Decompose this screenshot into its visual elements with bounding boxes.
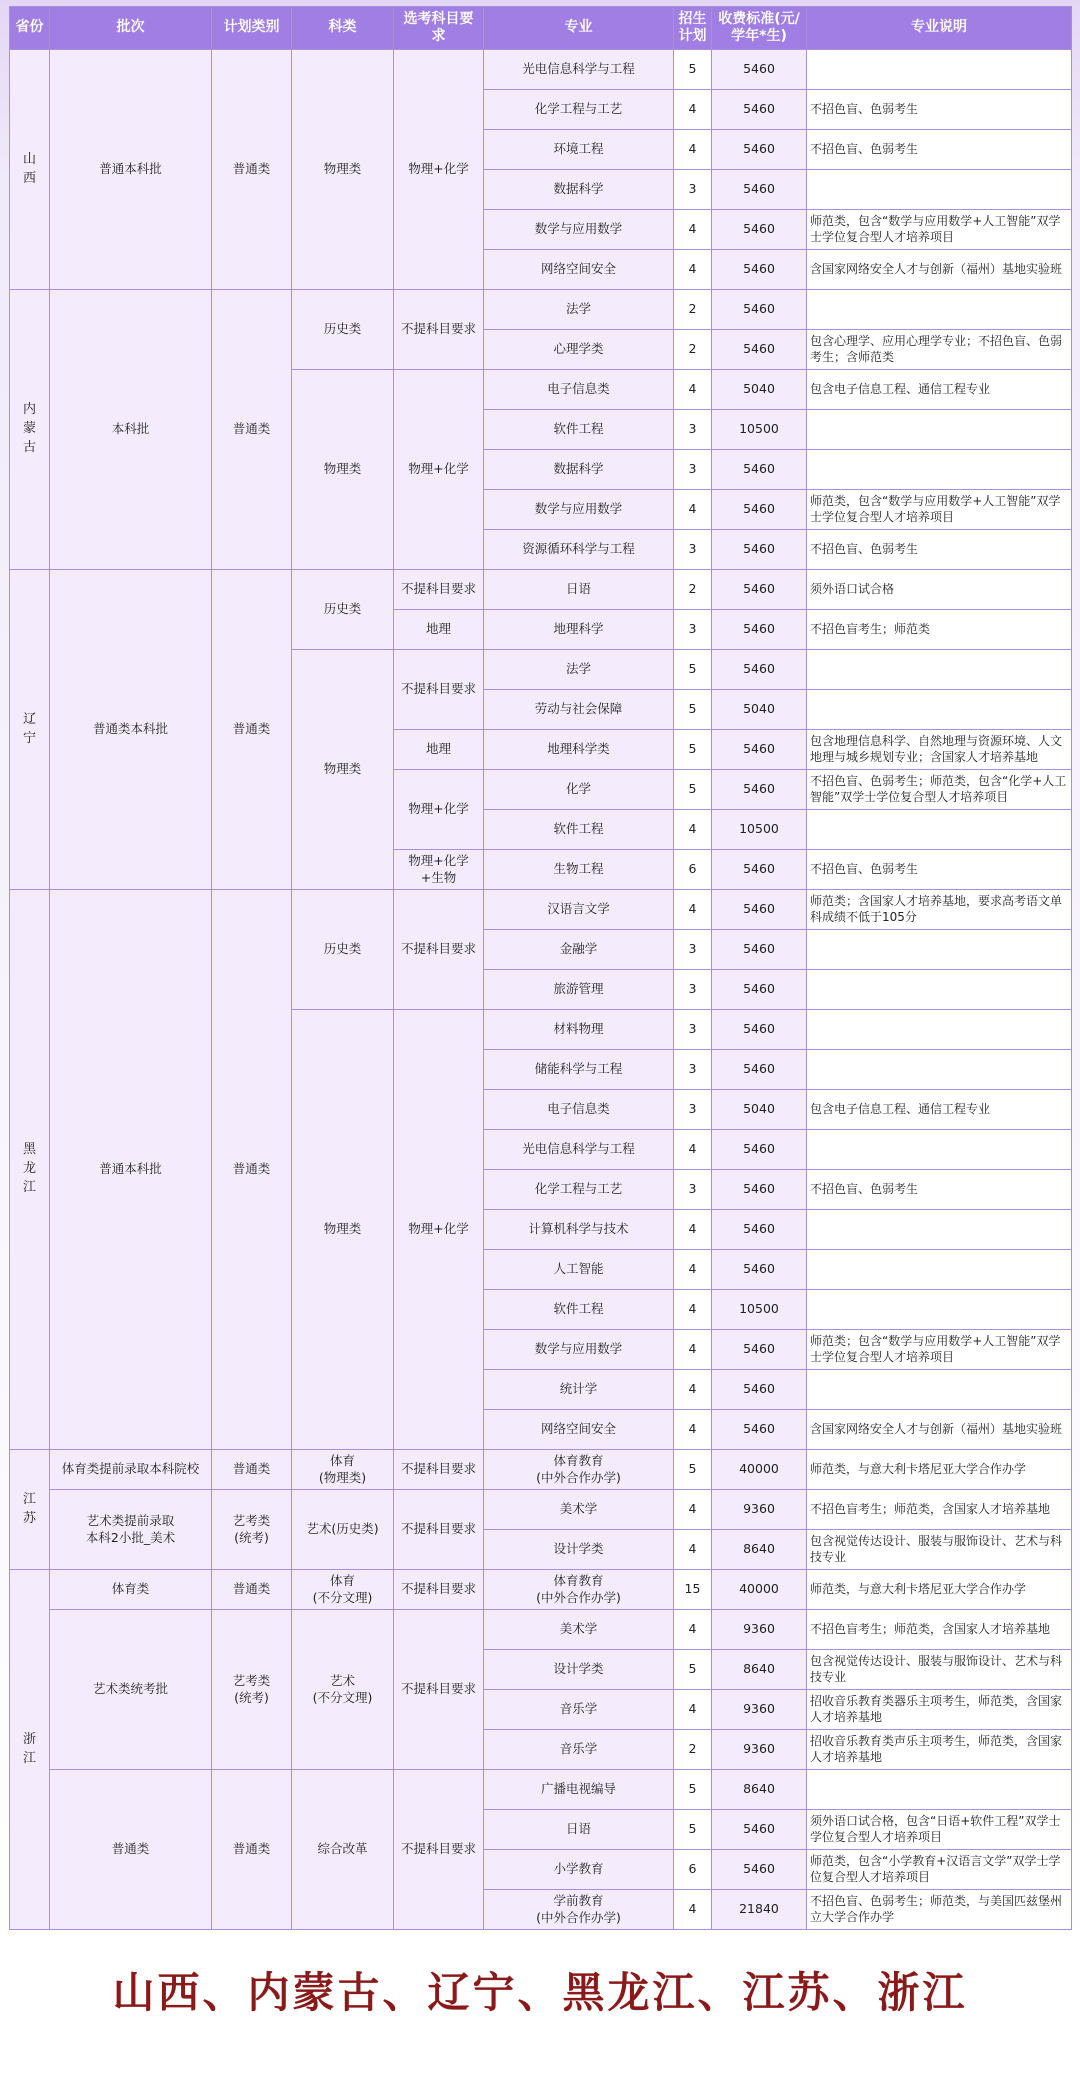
province-cell: 内 蒙 古 — [10, 290, 50, 570]
subject-category-cell: 艺术 (不分文理) — [292, 1610, 394, 1770]
major-note-cell — [807, 1250, 1072, 1290]
major-note-cell: 包含视觉传达设计、服装与服饰设计、艺术与科技专业 — [807, 1530, 1072, 1570]
major-cell: 化学工程与工艺 — [484, 90, 674, 130]
subject-requirement-cell: 不提科目要求 — [394, 570, 484, 610]
fee-cell: 5460 — [712, 970, 807, 1010]
major-note-cell: 师范类；包含“数学与应用数学+人工智能”双学士学位复合型人才培养项目 — [807, 1330, 1072, 1370]
table-row — [10, 290, 1072, 330]
plan-category-cell: 普通类 — [212, 570, 292, 890]
subject-category-cell: 艺术(历史类) — [292, 1490, 394, 1570]
enrollment-count-cell: 4 — [674, 90, 712, 130]
fee-cell: 5460 — [712, 1330, 807, 1370]
major-note-cell: 包含电子信息工程、通信工程专业 — [807, 1090, 1072, 1130]
major-note-cell — [807, 1770, 1072, 1810]
major-cell: 统计学 — [484, 1370, 674, 1410]
major-cell: 数学与应用数学 — [484, 490, 674, 530]
enrollment-count-cell: 4 — [674, 890, 712, 930]
subject-category-cell: 历史类 — [292, 570, 394, 650]
major-cell: 软件工程 — [484, 1290, 674, 1330]
fee-cell: 8640 — [712, 1530, 807, 1570]
table-row — [10, 1610, 1072, 1650]
enrollment-count-cell: 4 — [674, 1890, 712, 1930]
enrollment-count-cell: 4 — [674, 1130, 712, 1170]
major-cell: 光电信息科学与工程 — [484, 50, 674, 90]
enrollment-count-cell: 5 — [674, 1450, 712, 1490]
fee-cell: 5460 — [712, 490, 807, 530]
major-note-cell — [807, 690, 1072, 730]
table-row — [10, 570, 1072, 610]
major-note-cell — [807, 970, 1072, 1010]
major-note-cell: 师范类；含国家人才培养基地，要求高考语文单科成绩不低于105分 — [807, 890, 1072, 930]
major-note-cell: 包含地理信息科学、自然地理与资源环境、人文地理与城乡规划专业；含国家人才培养基地 — [807, 730, 1072, 770]
fee-cell: 10500 — [712, 810, 807, 850]
major-note-cell — [807, 1050, 1072, 1090]
header-major: 专业 — [484, 7, 674, 50]
table-row — [10, 50, 1072, 90]
subject-requirement-cell: 不提科目要求 — [394, 650, 484, 730]
major-cell: 数据科学 — [484, 450, 674, 490]
enrollment-count-cell: 3 — [674, 930, 712, 970]
subject-category-cell: 体育 (不分文理) — [292, 1570, 394, 1610]
subject-requirement-cell: 不提科目要求 — [394, 1770, 484, 1930]
fee-cell: 5460 — [712, 650, 807, 690]
major-note-cell — [807, 1010, 1072, 1050]
enrollment-count-cell: 3 — [674, 970, 712, 1010]
enrollment-count-cell: 4 — [674, 210, 712, 250]
subject-requirement-cell: 不提科目要求 — [394, 1570, 484, 1610]
major-note-cell: 不招色盲、色弱考生 — [807, 1170, 1072, 1210]
major-cell: 地理科学 — [484, 610, 674, 650]
major-note-cell — [807, 650, 1072, 690]
fee-cell: 21840 — [712, 1890, 807, 1930]
major-note-cell: 含国家网络安全人才与创新（福州）基地实验班 — [807, 250, 1072, 290]
enrollment-count-cell: 15 — [674, 1570, 712, 1610]
fee-cell: 10500 — [712, 410, 807, 450]
enrollment-count-cell: 3 — [674, 1050, 712, 1090]
enrollment-count-cell: 5 — [674, 730, 712, 770]
major-note-cell — [807, 290, 1072, 330]
fee-cell: 9360 — [712, 1490, 807, 1530]
enrollment-count-cell: 5 — [674, 770, 712, 810]
major-cell: 日语 — [484, 1810, 674, 1850]
major-note-cell: 含国家网络安全人才与创新（福州）基地实验班 — [807, 1410, 1072, 1450]
major-cell: 地理科学类 — [484, 730, 674, 770]
province-cell: 黑 龙 江 — [10, 890, 50, 1450]
enrollment-count-cell: 4 — [674, 1250, 712, 1290]
major-note-cell: 不招色盲、色弱考生；师范类，包含“化学+人工智能”双学士学位复合型人才培养项目 — [807, 770, 1072, 810]
major-note-cell: 不招色盲、色弱考生 — [807, 130, 1072, 170]
major-note-cell — [807, 410, 1072, 450]
major-note-cell: 不招色盲、色弱考生 — [807, 90, 1072, 130]
enrollment-count-cell: 3 — [674, 410, 712, 450]
subject-requirement-cell: 不提科目要求 — [394, 1490, 484, 1570]
header-province: 省份 — [10, 7, 50, 50]
major-note-cell — [807, 450, 1072, 490]
major-note-cell: 师范类，包含“数学与应用数学+人工智能”双学士学位复合型人才培养项目 — [807, 210, 1072, 250]
subject-category-cell: 物理类 — [292, 370, 394, 570]
fee-cell: 5460 — [712, 610, 807, 650]
enrollment-count-cell: 4 — [674, 1690, 712, 1730]
major-note-cell — [807, 1210, 1072, 1250]
major-note-cell: 不招色盲考生；师范类，含国家人才培养基地 — [807, 1490, 1072, 1530]
subject-requirement-cell: 物理+化学 — [394, 770, 484, 850]
province-cell: 辽 宁 — [10, 570, 50, 890]
enrollment-count-cell: 4 — [674, 810, 712, 850]
fee-cell: 8640 — [712, 1770, 807, 1810]
enrollment-count-cell: 4 — [674, 1330, 712, 1370]
major-cell: 储能科学与工程 — [484, 1050, 674, 1090]
major-note-cell: 不招色盲、色弱考生 — [807, 530, 1072, 570]
fee-cell: 5040 — [712, 690, 807, 730]
major-note-cell — [807, 810, 1072, 850]
batch-cell: 本科批 — [50, 290, 212, 570]
fee-cell: 5040 — [712, 1090, 807, 1130]
enrollment-count-cell: 4 — [674, 250, 712, 290]
major-cell: 金融学 — [484, 930, 674, 970]
header-plan-category: 计划类别 — [212, 7, 292, 50]
enrollment-plan-table — [9, 6, 1072, 1930]
plan-category-cell: 普通类 — [212, 290, 292, 570]
subject-category-cell: 体育 (物理类) — [292, 1450, 394, 1490]
major-cell: 资源循环科学与工程 — [484, 530, 674, 570]
major-cell: 电子信息类 — [484, 370, 674, 410]
province-cell: 山 西 — [10, 50, 50, 290]
fee-cell: 10500 — [712, 1290, 807, 1330]
major-cell: 学前教育 (中外合作办学) — [484, 1890, 674, 1930]
fee-cell: 5460 — [712, 450, 807, 490]
major-cell: 音乐学 — [484, 1690, 674, 1730]
fee-cell: 8640 — [712, 1650, 807, 1690]
header-subject-requirement: 选考科目要求 — [394, 7, 484, 50]
major-cell: 旅游管理 — [484, 970, 674, 1010]
subject-category-cell: 物理类 — [292, 50, 394, 290]
enrollment-count-cell: 3 — [674, 1090, 712, 1130]
plan-category-cell: 艺考类 (统考) — [212, 1490, 292, 1570]
enrollment-count-cell: 5 — [674, 1770, 712, 1810]
fee-cell: 5460 — [712, 930, 807, 970]
batch-cell: 普通本科批 — [50, 50, 212, 290]
major-cell: 美术学 — [484, 1490, 674, 1530]
enrollment-count-cell: 5 — [674, 1650, 712, 1690]
major-note-cell: 不招色盲、色弱考生；师范类，与美国匹兹堡州立大学合作办学 — [807, 1890, 1072, 1930]
fee-cell: 9360 — [712, 1610, 807, 1650]
major-note-cell — [807, 1290, 1072, 1330]
enrollment-count-cell: 2 — [674, 290, 712, 330]
subject-requirement-cell: 不提科目要求 — [394, 290, 484, 370]
enrollment-count-cell: 3 — [674, 450, 712, 490]
major-cell: 光电信息科学与工程 — [484, 1130, 674, 1170]
fee-cell: 5460 — [712, 170, 807, 210]
subject-requirement-cell: 地理 — [394, 730, 484, 770]
footer-province-title: 山西、内蒙古、辽宁、黑龙江、江苏、浙江 — [112, 1968, 968, 2017]
subject-requirement-cell: 物理+化学 — [394, 1010, 484, 1450]
plan-category-cell: 普通类 — [212, 1570, 292, 1610]
fee-cell: 5460 — [712, 570, 807, 610]
major-note-cell — [807, 50, 1072, 90]
major-cell: 数据科学 — [484, 170, 674, 210]
major-cell: 体育教育 (中外合作办学) — [484, 1570, 674, 1610]
header-batch: 批次 — [50, 7, 212, 50]
major-cell: 美术学 — [484, 1610, 674, 1650]
fee-cell: 5040 — [712, 370, 807, 410]
fee-cell: 5460 — [712, 850, 807, 890]
enrollment-count-cell: 6 — [674, 1850, 712, 1890]
plan-category-cell: 艺考类 (统考) — [212, 1610, 292, 1770]
major-note-cell — [807, 1130, 1072, 1170]
province-cell: 浙 江 — [10, 1570, 50, 1930]
enrollment-count-cell: 3 — [674, 1010, 712, 1050]
enrollment-count-cell: 5 — [674, 690, 712, 730]
major-cell: 日语 — [484, 570, 674, 610]
fee-cell: 5460 — [712, 1210, 807, 1250]
fee-cell: 5460 — [712, 130, 807, 170]
subject-category-cell: 历史类 — [292, 290, 394, 370]
subject-category-cell: 历史类 — [292, 890, 394, 1010]
major-note-cell: 师范类，包含“小学教育+汉语言文学”双学士学位复合型人才培养项目 — [807, 1850, 1072, 1890]
major-cell: 化学 — [484, 770, 674, 810]
fee-cell: 40000 — [712, 1570, 807, 1610]
subject-requirement-cell: 不提科目要求 — [394, 890, 484, 1010]
major-cell: 设计学类 — [484, 1650, 674, 1690]
table-row — [10, 1490, 1072, 1530]
fee-cell: 5460 — [712, 290, 807, 330]
fee-cell: 5460 — [712, 1250, 807, 1290]
fee-cell: 5460 — [712, 1370, 807, 1410]
enrollment-count-cell: 3 — [674, 610, 712, 650]
fee-cell: 5460 — [712, 1810, 807, 1850]
fee-cell: 5460 — [712, 1130, 807, 1170]
enrollment-count-cell: 2 — [674, 1730, 712, 1770]
enrollment-count-cell: 3 — [674, 530, 712, 570]
subject-requirement-cell: 不提科目要求 — [394, 1610, 484, 1770]
major-note-cell — [807, 170, 1072, 210]
major-note-cell: 招收音乐教育类器乐主项考生，师范类，含国家人才培养基地 — [807, 1690, 1072, 1730]
subject-requirement-cell: 物理+化学 — [394, 370, 484, 570]
fee-cell: 5460 — [712, 210, 807, 250]
fee-cell: 5460 — [712, 1010, 807, 1050]
subject-requirement-cell: 物理+化学 — [394, 50, 484, 290]
fee-cell: 5460 — [712, 1170, 807, 1210]
batch-cell: 普通类本科批 — [50, 570, 212, 890]
major-note-cell: 须外语口试合格，包含“日语+软件工程”双学士学位复合型人才培养项目 — [807, 1810, 1072, 1850]
major-cell: 小学教育 — [484, 1850, 674, 1890]
plan-category-cell: 普通类 — [212, 50, 292, 290]
fee-cell: 9360 — [712, 1730, 807, 1770]
plan-category-cell: 普通类 — [212, 1770, 292, 1930]
major-note-cell: 须外语口试合格 — [807, 570, 1072, 610]
fee-cell: 5460 — [712, 730, 807, 770]
enrollment-count-cell: 5 — [674, 50, 712, 90]
major-cell: 数学与应用数学 — [484, 1330, 674, 1370]
enrollment-count-cell: 4 — [674, 1370, 712, 1410]
major-note-cell: 不招色盲考生；师范类 — [807, 610, 1072, 650]
enrollment-count-cell: 4 — [674, 370, 712, 410]
table-body — [10, 50, 1072, 1930]
major-cell: 设计学类 — [484, 1530, 674, 1570]
major-note-cell — [807, 1370, 1072, 1410]
major-note-cell: 师范类，与意大利卡塔尼亚大学合作办学 — [807, 1450, 1072, 1490]
batch-cell: 体育类 — [50, 1570, 212, 1610]
major-cell: 软件工程 — [484, 410, 674, 450]
subject-category-cell: 物理类 — [292, 1010, 394, 1450]
fee-cell: 9360 — [712, 1690, 807, 1730]
major-note-cell — [807, 930, 1072, 970]
major-cell: 生物工程 — [484, 850, 674, 890]
batch-cell: 普通类 — [50, 1770, 212, 1930]
major-cell: 体育教育 (中外合作办学) — [484, 1450, 674, 1490]
fee-cell: 5460 — [712, 250, 807, 290]
major-note-cell: 不招色盲、色弱考生 — [807, 850, 1072, 890]
batch-cell: 艺术类提前录取 本科2小批_美术 — [50, 1490, 212, 1570]
fee-cell: 40000 — [712, 1450, 807, 1490]
fee-cell: 5460 — [712, 50, 807, 90]
subject-requirement-cell: 不提科目要求 — [394, 1450, 484, 1490]
subject-requirement-cell: 地理 — [394, 610, 484, 650]
major-cell: 劳动与社会保障 — [484, 690, 674, 730]
major-cell: 音乐学 — [484, 1730, 674, 1770]
fee-cell: 5460 — [712, 330, 807, 370]
enrollment-count-cell: 3 — [674, 1170, 712, 1210]
enrollment-count-cell: 4 — [674, 130, 712, 170]
major-note-cell: 招收音乐教育类声乐主项考生，师范类，含国家人才培养基地 — [807, 1730, 1072, 1770]
major-note-cell: 不招色盲考生；师范类，含国家人才培养基地 — [807, 1610, 1072, 1650]
batch-cell: 艺术类统考批 — [50, 1610, 212, 1770]
header-subject-category: 科类 — [292, 7, 394, 50]
major-note-cell: 包含电子信息工程、通信工程专业 — [807, 370, 1072, 410]
subject-category-cell: 物理类 — [292, 650, 394, 890]
header-fee-standard: 收费标准(元/学年*生) — [712, 7, 807, 50]
fee-cell: 5460 — [712, 90, 807, 130]
major-cell: 广播电视编导 — [484, 1770, 674, 1810]
major-cell: 法学 — [484, 650, 674, 690]
major-cell: 心理学类 — [484, 330, 674, 370]
enrollment-count-cell: 2 — [674, 570, 712, 610]
enrollment-count-cell: 4 — [674, 1610, 712, 1650]
major-note-cell: 师范类，包含“数学与应用数学+人工智能”双学士学位复合型人才培养项目 — [807, 490, 1072, 530]
fee-cell: 5460 — [712, 1850, 807, 1890]
enrollment-count-cell: 4 — [674, 1530, 712, 1570]
major-cell: 人工智能 — [484, 1250, 674, 1290]
table-row — [10, 1770, 1072, 1810]
header-enrollment-plan: 招生计划 — [674, 7, 712, 50]
enrollment-count-cell: 2 — [674, 330, 712, 370]
table-row — [10, 1570, 1072, 1610]
major-cell: 材料物理 — [484, 1010, 674, 1050]
plan-category-cell: 普通类 — [212, 1450, 292, 1490]
fee-cell: 5460 — [712, 770, 807, 810]
major-cell: 网络空间安全 — [484, 250, 674, 290]
province-cell: 江 苏 — [10, 1450, 50, 1570]
major-cell: 数学与应用数学 — [484, 210, 674, 250]
major-note-cell: 包含心理学、应用心理学专业；不招色盲、色弱考生；含师范类 — [807, 330, 1072, 370]
enrollment-count-cell: 6 — [674, 850, 712, 890]
subject-category-cell: 综合改革 — [292, 1770, 394, 1930]
enrollment-count-cell: 5 — [674, 1810, 712, 1850]
major-note-cell: 包含视觉传达设计、服装与服饰设计、艺术与科技专业 — [807, 1650, 1072, 1690]
plan-category-cell: 普通类 — [212, 890, 292, 1450]
batch-cell: 体育类提前录取本科院校 — [50, 1450, 212, 1490]
major-cell: 电子信息类 — [484, 1090, 674, 1130]
major-cell: 法学 — [484, 290, 674, 330]
enrollment-count-cell: 4 — [674, 1290, 712, 1330]
major-cell: 计算机科学与技术 — [484, 1210, 674, 1250]
enrollment-count-cell: 4 — [674, 1490, 712, 1530]
batch-cell: 普通本科批 — [50, 890, 212, 1450]
enrollment-count-cell: 5 — [674, 650, 712, 690]
major-note-cell: 师范类，与意大利卡塔尼亚大学合作办学 — [807, 1570, 1072, 1610]
major-cell: 软件工程 — [484, 810, 674, 850]
table-row — [10, 890, 1072, 930]
major-cell: 环境工程 — [484, 130, 674, 170]
fee-cell: 5460 — [712, 1410, 807, 1450]
enrollment-count-cell: 3 — [674, 170, 712, 210]
fee-cell: 5460 — [712, 1050, 807, 1090]
fee-cell: 5460 — [712, 890, 807, 930]
enrollment-count-cell: 4 — [674, 1410, 712, 1450]
major-cell: 网络空间安全 — [484, 1410, 674, 1450]
fee-cell: 5460 — [712, 530, 807, 570]
enrollment-count-cell: 4 — [674, 1210, 712, 1250]
enrollment-count-cell: 4 — [674, 490, 712, 530]
header-major-notes: 专业说明 — [807, 7, 1072, 50]
subject-requirement-cell: 物理+化学+生物 — [394, 850, 484, 890]
table-row — [10, 1450, 1072, 1490]
major-cell: 汉语言文学 — [484, 890, 674, 930]
table-header-row — [10, 7, 1072, 50]
major-cell: 化学工程与工艺 — [484, 1170, 674, 1210]
